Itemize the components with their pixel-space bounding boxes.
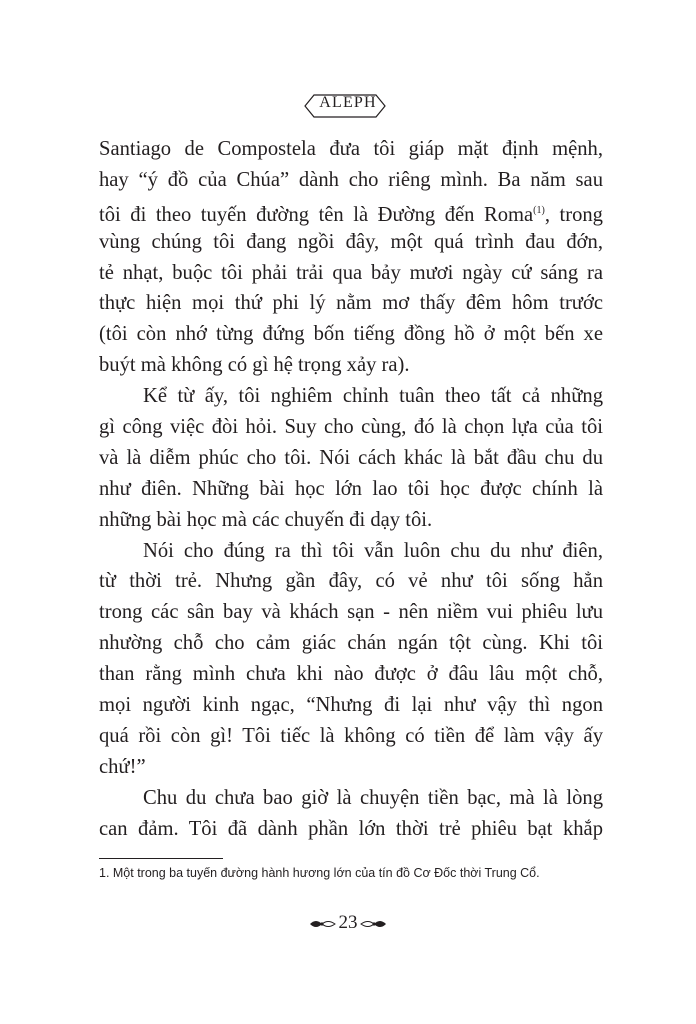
- page-footer: [0, 912, 696, 938]
- text-line: vùng chúng tôi đang ngồi đây, một quá trình đau đớn,: [99, 230, 603, 253]
- text-line: trong các sân bay và khách sạn - nên niềm vui phiêu lưu: [99, 601, 603, 624]
- running-header: [0, 92, 696, 120]
- footnote: 1. Một trong ba tuyến đường hành hương lớn của tín đồ Cơ Đốc thời Trung Cổ.: [99, 866, 540, 880]
- text-line: Kể từ ấy, tôi nghiêm chỉnh tuân theo tất cả những: [143, 385, 603, 408]
- footnote-reference: (1): [533, 204, 545, 216]
- text-line: từ thời trẻ. Nhưng gần đây, có vẻ như tôi sống hẳn: [99, 570, 603, 593]
- text-line: và là diễm phúc cho tôi. Nói cách khác là bắt đầu chu du: [99, 446, 603, 469]
- right-ornament-icon: [358, 917, 388, 931]
- text-line: Chu du chưa bao giờ là chuyện tiền bạc, mà là lòng: [143, 786, 603, 809]
- text-line: [99, 196, 603, 227]
- text-line: thực hiện mọi thứ phi lý nằm mơ thấy đêm hôm trước: [99, 292, 603, 315]
- text-line: mọi người kinh ngạc, “Nhưng đi lại như vậy thì ngon: [99, 694, 603, 717]
- header-title: ALEPH: [319, 94, 377, 111]
- text-segment: tôi đi theo tuyến đường tên là Đường đến Roma: [99, 203, 534, 226]
- page-number: 23: [338, 912, 358, 933]
- text-line: buýt mà không có gì hệ trọng xảy ra).: [99, 354, 410, 377]
- text-line: Nói cho đúng ra thì tôi vẫn luôn chu du như điên,: [143, 539, 603, 562]
- text-line: tẻ nhạt, buộc tôi phải trải qua bảy mươi ngày cứ sáng ra: [99, 261, 603, 284]
- text-line: can đảm. Tôi đã dành phần lớn thời trẻ phiêu bạt khắp: [99, 817, 603, 840]
- text-line: chứ!”: [99, 755, 146, 778]
- text-line: những bài học mà các chuyến đi dạy tôi.: [99, 508, 433, 531]
- text-line: quá rồi còn gì! Tôi tiếc là không có tiền để làm vậy ấy: [99, 724, 603, 747]
- text-line: Santiago de Compostela đưa tôi giáp mặt định mệnh,: [99, 138, 603, 160]
- body-text: [99, 134, 603, 844]
- text-line: (tôi còn nhớ từng đứng bốn tiếng đồng hồ ở một bến xe: [99, 323, 603, 346]
- footnote-divider: [99, 858, 223, 859]
- text-line: như điên. Những bài học lớn lao tôi học được chính là: [99, 477, 603, 500]
- text-line: than rằng mình chưa khi nào được ở đâu lâu một chỗ,: [99, 663, 603, 686]
- text-line: gì công việc đòi hỏi. Suy cho cùng, đó là chọn lựa của tôi: [99, 416, 603, 439]
- text-line: nhường chỗ cho cảm giác chán ngán tột cùng. Khi tôi: [99, 632, 603, 655]
- text-line: hay “ý đồ của Chúa” dành cho riêng mình. Ba năm sau: [99, 168, 603, 191]
- text-segment: , trong: [544, 203, 603, 226]
